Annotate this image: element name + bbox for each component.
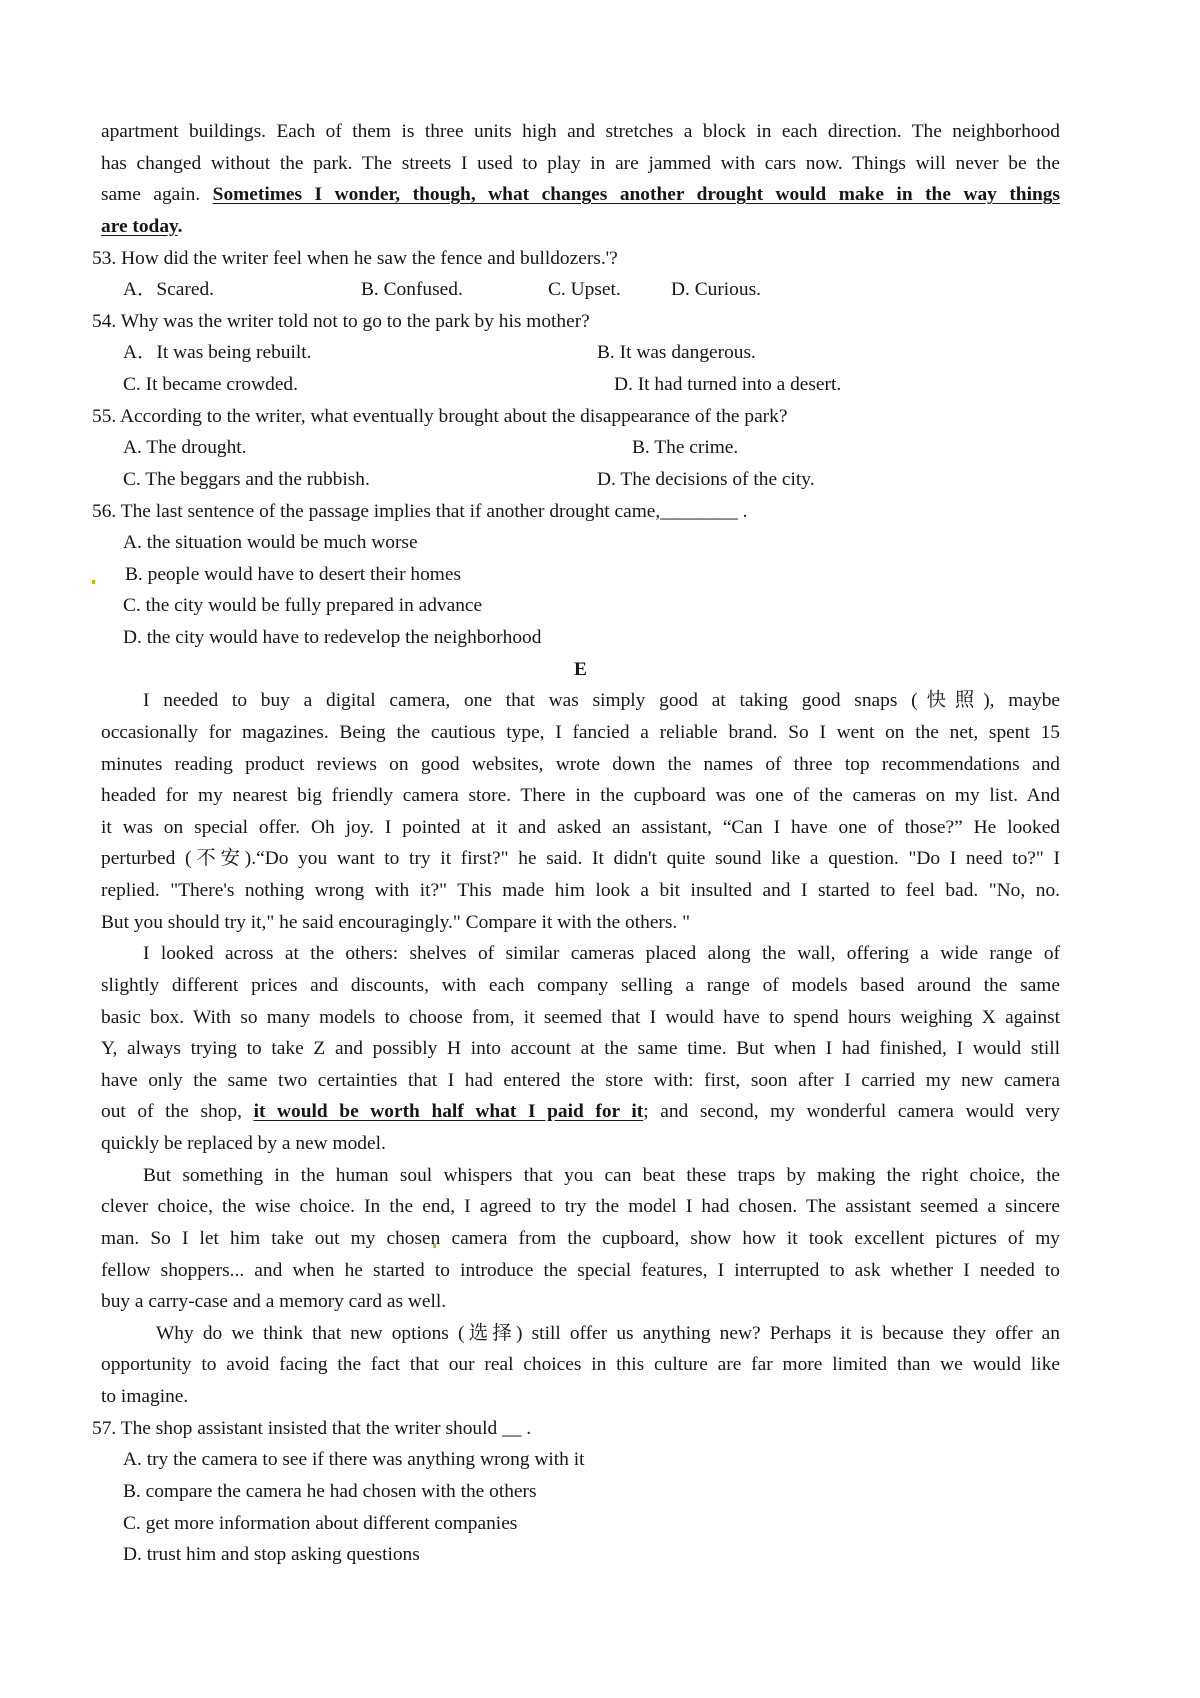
- paragraph-line: it was on special offer. Oh joy. I pointed at it and asked an assistant, “Can I have one of those?” He looked: [101, 816, 1060, 838]
- paragraph-line: [101, 1096, 1060, 1128]
- paragraph-line: occasionally for magazines. Being the cautious type, I fancied a reliable brand. So I went on the net, spent 15: [101, 721, 1060, 743]
- options-row: [0, 432, 1200, 464]
- paragraph-line: opportunity to avoid facing the fact that our real choices in this culture are far more limited than we would like: [101, 1354, 1060, 1376]
- underlined-sentence: Sometimes I wonder, though, what changes another drought would make in the way things: [212, 184, 1060, 206]
- passage-line: apartment buildings. Each of them is three units high and stretches a block in each direction. The neighborhood: [101, 121, 1060, 142]
- question-stem: 57. The shop assistant insisted that the writer should __ .: [92, 1417, 532, 1439]
- paragraph-line: Why do we think that new options (选择) still offer us anything new? Perhaps it is because they offer an: [156, 1322, 1060, 1344]
- paragraph-line: basic box. With so many models to choose from, it seemed that I would have to spend hours weighing X against: [101, 1006, 1060, 1028]
- passage-line: has changed without the park. The streets I used to play in are jammed with cars now. Things will never be the: [101, 152, 1060, 174]
- option-c: C. the city would be fully prepared in advance: [123, 595, 483, 617]
- option-a: A．Scared.: [123, 279, 214, 301]
- options-row: [0, 337, 1200, 369]
- option-a: A. The drought.: [123, 437, 247, 459]
- options-row: [0, 1539, 1200, 1571]
- question-stem: 55. According to the writer, what eventually brought about the disappearance of the park?: [92, 405, 788, 427]
- option-d: D. It had turned into a desert.: [614, 374, 842, 395]
- sentence-period: .: [177, 215, 183, 237]
- paragraph-line: replied. "There's nothing wrong with it?" This made him look a bit insulted and I started to feel bad. "No, no.: [101, 880, 1060, 901]
- options-row: [0, 622, 1200, 654]
- options-row: [0, 527, 1200, 559]
- paragraph-line: fellow shoppers... and when he started to introduce the special features, I interrupted to ask whether I needed to: [101, 1259, 1060, 1281]
- passage-line: [101, 179, 1060, 211]
- option-a: A．It was being rebuilt.: [123, 342, 312, 364]
- option-a: A. try the camera to see if there was anything wrong with it: [123, 1449, 585, 1471]
- paragraph-line: I needed to buy a digital camera, one that was simply good at taking good snaps (快照), maybe: [143, 690, 1060, 712]
- options-row: [0, 464, 1200, 496]
- paragraph: [0, 1318, 1200, 1413]
- paragraph-line: I looked across at the others: shelves of similar cameras placed along the wall, offering a wide range of: [143, 943, 1060, 965]
- question-stem: 53. How did the writer feel when he saw the fence and bulldozers.'?: [92, 247, 618, 269]
- option-b: B. Confused.: [361, 279, 463, 301]
- underlined-sentence: are today: [101, 215, 178, 237]
- paragraph-line: clever choice, the wise choice. In the end, I agreed to try the model I had chosen. The assistant seemed a sincere: [101, 1196, 1060, 1218]
- paragraph-line: But you should try it," he said encouragingly." Compare it with the others. ": [101, 911, 691, 933]
- paragraph-line: man. So I let him take out my chosen camera from the cupboard, show how it took excellent pictures of my: [101, 1227, 1060, 1249]
- passage-text: same again.: [101, 184, 213, 206]
- questions-d: [0, 243, 1200, 654]
- options-row: [0, 559, 1200, 591]
- paragraph: [0, 1160, 1200, 1318]
- paragraph-line: have only the same two certainties that I had entered the store with: first, soon after I carried my new camera: [101, 1069, 1060, 1091]
- paragraph-text: out of the shop,: [101, 1101, 254, 1123]
- underlined-phrase: it would be worth half what I paid for it: [253, 1101, 644, 1123]
- paragraph: [0, 938, 1200, 1159]
- paragraph-line: Y, always trying to take Z and possibly H into account at the same time. But when I had finished, I would still: [101, 1038, 1060, 1060]
- option-d: D. trust him and stop asking questions: [123, 1544, 420, 1566]
- paragraph-line: headed for my nearest big friendly camera store. There in the cupboard was one of the cameras on my list. And: [101, 785, 1060, 807]
- options-row: [0, 369, 1200, 401]
- question-stem: 56. The last sentence of the passage implies that if another drought came,________ .: [92, 500, 748, 522]
- question-stem: 54. Why was the writer told not to go to the park by his mother?: [92, 310, 590, 332]
- paragraph-line: perturbed (不安).“Do you want to try it first?" he said. It didn't quite sound like a question. "Do I need to?" I: [101, 848, 1060, 870]
- paragraph-line: But something in the human soul whispers that you can beat these traps by making the right choice, the: [143, 1164, 1060, 1186]
- passage-heading: E: [574, 658, 587, 680]
- option-d: D. The decisions of the city.: [597, 468, 815, 490]
- option-c: C. It became crowded.: [123, 374, 298, 395]
- options-row: [0, 1444, 1200, 1476]
- exam-page: [0, 116, 1200, 1571]
- option-c: C. get more information about different companies: [123, 1512, 518, 1534]
- passage-e: [0, 654, 1200, 1413]
- options-row: [0, 1508, 1200, 1540]
- paragraph-line: minutes reading product reviews on good websites, wrote down the names of three top recommendations and: [101, 753, 1060, 775]
- passage-d-ending: [0, 116, 1200, 243]
- paragraph-line: to imagine.: [101, 1386, 189, 1407]
- option-c: C. Upset.: [548, 279, 621, 301]
- options-row: [0, 274, 1200, 306]
- option-b: B. The crime.: [632, 437, 739, 459]
- option-b: B. It was dangerous.: [597, 342, 756, 364]
- option-d: D. Curious.: [671, 279, 761, 301]
- paragraph: [0, 685, 1200, 938]
- options-row: [0, 1476, 1200, 1508]
- option-a: A. the situation would be much worse: [123, 532, 418, 554]
- paragraph-text: ; and second, my wonderful camera would very: [643, 1101, 1060, 1123]
- paragraph-line: quickly be replaced by a new model.: [101, 1133, 386, 1154]
- option-d: D. the city would have to redevelop the neighborhood: [123, 627, 542, 648]
- questions-e: [0, 1413, 1200, 1571]
- option-b: B. compare the camera he had chosen with the others: [123, 1480, 537, 1502]
- option-b: B. people would have to desert their homes: [125, 563, 462, 585]
- passage-line: [101, 211, 1060, 243]
- paragraph-line: slightly different prices and discounts, with each company selling a range of models based around the same: [101, 974, 1060, 996]
- options-row: [0, 590, 1200, 622]
- paragraph-line: buy a carry-case and a memory card as well.: [101, 1291, 447, 1313]
- option-c: C. The beggars and the rubbish.: [123, 468, 370, 490]
